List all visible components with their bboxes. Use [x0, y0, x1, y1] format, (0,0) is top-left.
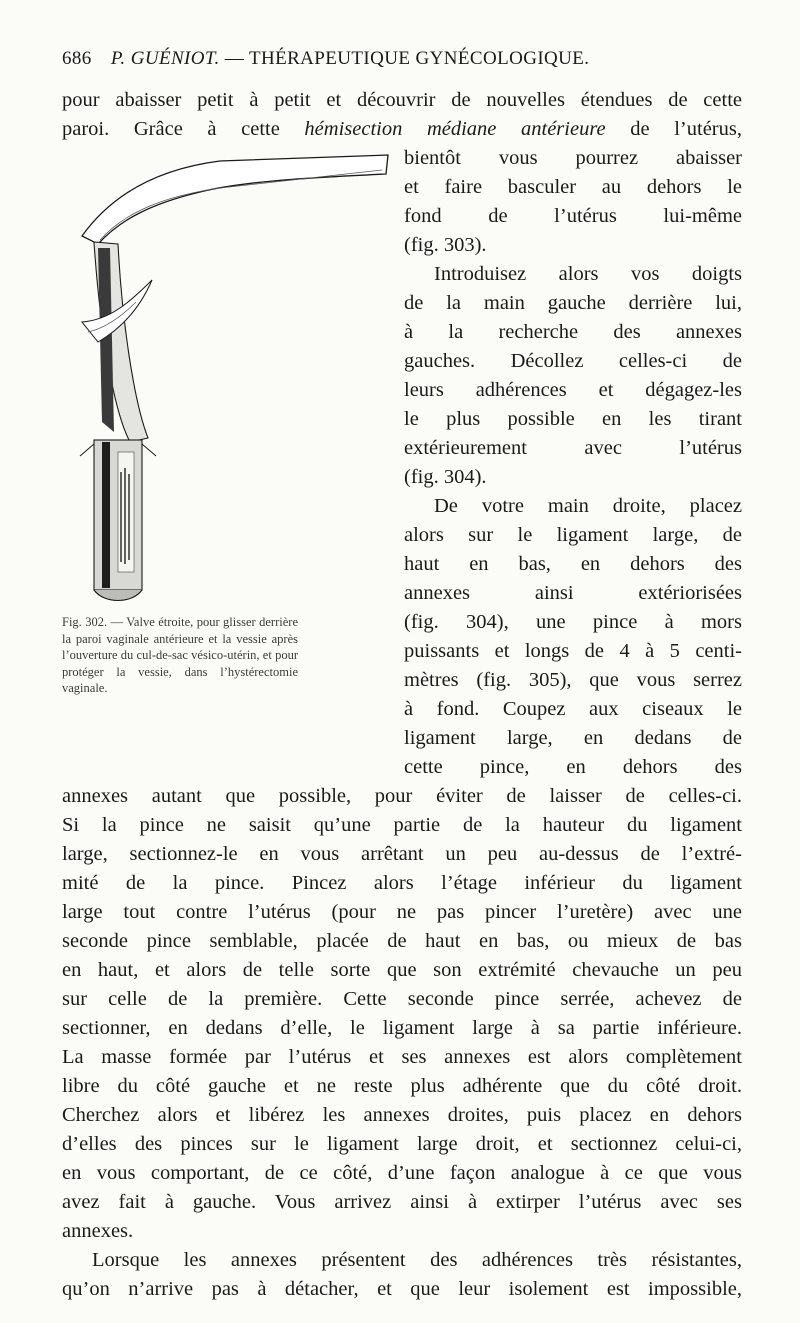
- text-line: Cherchez alors et libérez les annexes droites, puis placez en dehors: [62, 1104, 742, 1126]
- text-line: Si la pince ne saisit qu’une partie de la hauteur du ligament: [62, 814, 742, 836]
- text-line: fond de l’utérus lui-même: [404, 205, 742, 227]
- text-line: cette pince, en dehors des: [404, 756, 742, 778]
- text-line: large, sectionnez-le en vous arrêtant un peu au-dessus de l’extré-: [62, 843, 742, 865]
- text-line: à fond. Coupez aux ciseaux le: [404, 698, 742, 720]
- text-line: avez fait à gauche. Vous arrivez ainsi à extirper l’utérus avec ses: [62, 1191, 742, 1213]
- header-author: P. GUÉNIOT.: [110, 48, 220, 69]
- right-column-text: [404, 144, 742, 782]
- text-line: qu’on n’arrive pas à détacher, et que leur isolement est impossible,: [62, 1278, 742, 1300]
- text-fragment: paroi. Grâce à cette: [62, 118, 305, 140]
- body-text: [62, 782, 742, 1304]
- text-line: en haut, et alors de telle sorte que son extrémité chevauche un peu: [62, 959, 742, 981]
- text-line: seconde pince semblable, placée de haut en bas, ou mieux de bas: [62, 930, 742, 952]
- text-line: gauches. Décollez celles-ci de: [404, 350, 742, 372]
- emphasis: hémisection médiane antérieure: [304, 118, 606, 140]
- text-line: annexes.: [62, 1220, 134, 1242]
- text-line: à la recherche des annexes: [404, 321, 742, 343]
- text-line: bientôt vous pourrez abaisser: [404, 147, 742, 169]
- text-line: libre du côté gauche et ne reste plus adhérente que du côté droit.: [62, 1075, 742, 1097]
- text-line: mité de la pince. Pincez alors l’étage inférieur du ligament: [62, 872, 742, 894]
- text-line: pour abaisser petit à petit et découvrir de nouvelles étendues de cette: [62, 89, 742, 111]
- text-line: Lorsque les annexes présentent des adhérences très résistantes,: [92, 1249, 742, 1271]
- text-line: ligament large, en dedans de: [404, 727, 742, 749]
- running-header: [62, 48, 742, 70]
- header-title: — THÉRAPEUTIQUE GYNÉCOLOGIQUE.: [224, 48, 590, 69]
- text-line: annexes autant que possible, pour éviter de laisser de celles-ci.: [62, 785, 742, 807]
- text-line: d’elles des pinces sur le ligament large droit, et sectionnez celui-ci,: [62, 1133, 742, 1155]
- text-line: puissants et longs de 4 à 5 centi-: [404, 640, 742, 662]
- valve-illustration: [70, 152, 400, 608]
- text-line: haut en bas, en dehors des: [404, 553, 742, 575]
- text-line: (fig. 304).: [404, 466, 487, 488]
- page-number: 686: [62, 48, 92, 69]
- top-paragraph: [62, 86, 742, 144]
- text-line: De votre main droite, placez: [434, 495, 742, 517]
- text-line: en vous comportant, de ce côté, d’une façon analogue à ce que vous: [62, 1162, 742, 1184]
- text-line: le plus possible en les tirant: [404, 408, 742, 430]
- text-line: annexes ainsi extériorisées: [404, 582, 742, 604]
- text-line: [62, 115, 742, 144]
- text-line: La masse formée par l’utérus et ses annexes est alors complètement: [62, 1046, 742, 1068]
- text-line: large tout contre l’utérus (pour ne pas pincer l’uretère) avec une: [62, 901, 742, 923]
- text-line: leurs adhérences et dégagez-les: [404, 379, 742, 401]
- text-line: extérieurement avec l’utérus: [404, 437, 742, 459]
- text-line: (fig. 304), une pince à mors: [404, 611, 742, 633]
- text-line: sectionner, en dedans d’elle, le ligament large à sa partie inférieure.: [62, 1017, 742, 1039]
- text-line: alors sur le ligament large, de: [404, 524, 742, 546]
- text-line: sur celle de la première. Cette seconde pince serrée, achevez de: [62, 988, 742, 1010]
- text-line: mètres (fig. 305), que vous serrez: [404, 669, 742, 691]
- text-line: Introduisez alors vos doigts: [434, 263, 742, 285]
- text-fragment: de l’utérus,: [605, 118, 742, 140]
- text-line: et faire basculer au dehors le: [404, 176, 742, 198]
- figure-caption: Fig. 302. — Valve étroite, pour glisser derrière la paroi vaginale antérieure et la vessie après l’ouverture du cul-de-sac vésico-utérin, et pour protéger la vessie, dans l’hystérectomie vaginale.: [62, 615, 298, 695]
- text-line: de la main gauche derrière lui,: [404, 292, 742, 314]
- text-line: (fig. 303).: [404, 234, 487, 256]
